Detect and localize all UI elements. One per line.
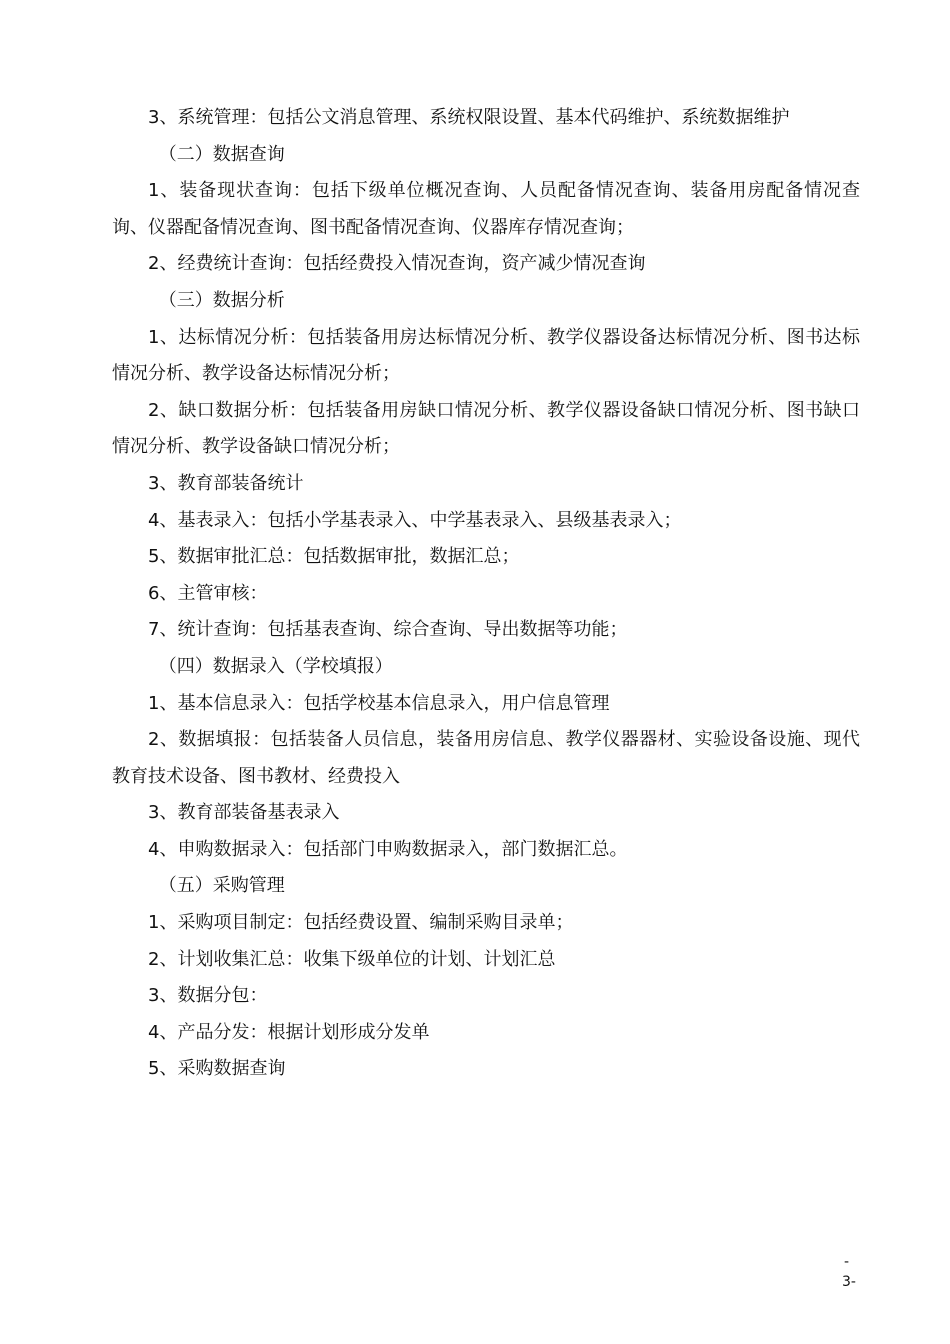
paragraph-procurement-data-query: 5、采购数据查询: [148, 1058, 286, 1080]
paragraph-ministry-equipment-statistics: 3、教育部装备统计: [148, 472, 304, 494]
paragraph-compliance-analysis: 1、达标情况分析：包括装备用房达标情况分析、教学仪器设备达标情况分析、图书达标情况分析、教学设备达标情况分析；: [112, 326, 860, 385]
document-body: [112, 100, 860, 1088]
page-number-value: 3-: [842, 1274, 856, 1290]
paragraph-statistics-query: 7、统计查询：包括基表查询、综合查询、导出数据等功能；: [148, 619, 628, 641]
paragraph-procurement-project-planning: 1、采购项目制定：包括经费设置、编制采购目录单；: [148, 912, 574, 934]
paragraph-supervisor-review: 6、主管审核：: [148, 582, 268, 604]
paragraph-data-packaging: 3、数据分包：: [148, 985, 268, 1007]
section-heading-data-query: （二）数据查询: [158, 143, 285, 165]
paragraph-base-table-entry: 4、基表录入：包括小学基表录入、中学基表录入、县级基表录入；: [148, 509, 682, 531]
paragraph-funding-statistics-query: 2、经费统计查询：包括经费投入情况查询，资产减少情况查询: [148, 253, 646, 275]
paragraph-basic-info-entry: 1、基本信息录入：包括学校基本信息录入，用户信息管理: [148, 692, 610, 714]
page-number-dash: -: [844, 1254, 850, 1270]
section-heading-data-entry: （四）数据录入（学校填报）: [158, 655, 393, 677]
paragraph-equipment-status-query: 1、装备现状查询：包括下级单位概况查询、人员配备情况查询、装备用房配备情况查询、仪器配备情况查询、图书配备情况查询、仪器库存情况查询；: [112, 180, 860, 238]
paragraph-data-approval-summary: 5、数据审批汇总：包括数据审批，数据汇总；: [148, 546, 520, 568]
section-heading-data-analysis: （三）数据分析: [158, 289, 285, 311]
page-number: [842, 1252, 872, 1292]
paragraph-system-management: 3、系统管理：包括公文消息管理、系统权限设置、基本代码维护、系统数据维护: [148, 107, 790, 128]
paragraph-plan-collection-summary: 2、计划收集汇总：收集下级单位的计划、计划汇总: [148, 948, 556, 970]
section-heading-procurement-management: （五）采购管理: [158, 875, 285, 897]
paragraph-purchase-request-entry: 4、申购数据录入：包括部门申购数据录入，部门数据汇总。: [148, 838, 628, 860]
paragraph-gap-analysis: 2、缺口数据分析：包括装备用房缺口情况分析、教学仪器设备缺口情况分析、图书缺口情况分析、教学设备缺口情况分析；: [112, 399, 860, 458]
paragraph-data-reporting: 2、数据填报：包括装备人员信息，装备用房信息、教学仪器器材、实验设备设施、现代教育技术设备、图书教材、经费投入: [112, 729, 860, 787]
paragraph-ministry-base-table-entry: 3、教育部装备基表录入: [148, 802, 340, 824]
paragraph-product-distribution: 4、产品分发：根据计划形成分发单: [148, 1021, 430, 1043]
